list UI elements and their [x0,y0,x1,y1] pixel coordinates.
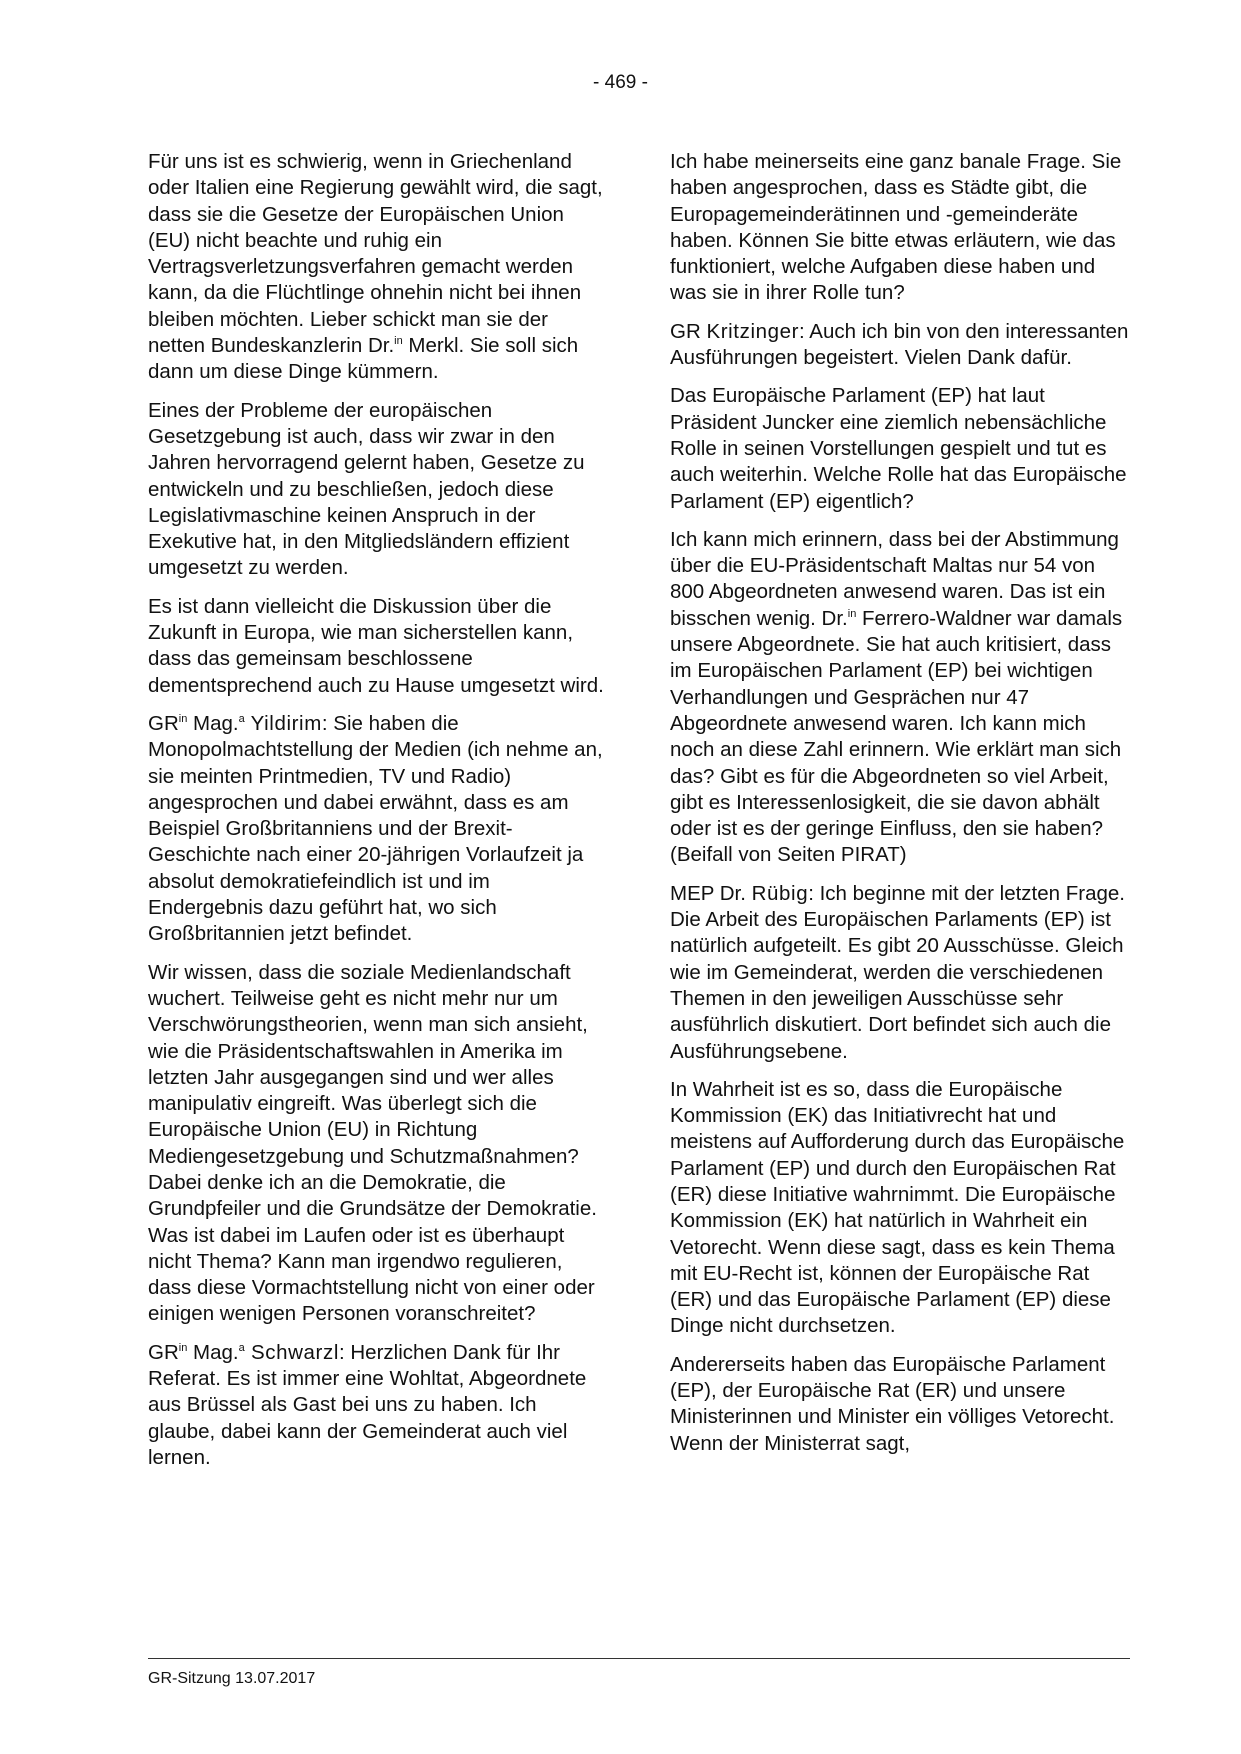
page-number: - 469 - [593,72,648,93]
right-column [670,149,1130,1469]
left-column [148,149,606,1483]
paragraph: Ich habe meinerseits eine ganz banale Frage. Sie haben angesprochen, dass es Städte gibt, die Europagemeinderätinnen und -gemeinderäte haben. Können Sie bitte etwas erläutern, wie das funktioniert, welche Aufgaben diese haben und was sie in ihrer Rolle tun? [670,150,1122,305]
paragraph: Das Europäische Parlament (EP) hat laut Präsident Juncker eine ziemlich nebensächliche Rolle in seinen Vorstellungen gespielt und tut es auch weiterhin. Welche Rolle hat das Europäische Parlament (EP) eigentlich? [670,384,1127,513]
paragraph: Es ist dann vielleicht die Diskussion über die Zukunft in Europa, wie man sicherstellen kann, dass das gemeinsam beschlossene dementsprechend auch zu Hause umgesetzt wird. [148,594,604,697]
speaker-paragraph-yildirim: $GR^{in}$ Mag.$^a$ Yildirim: Sie haben die Monopolmachtstellung der Medien (ich nehme an, sie meinten Printmedien, TV und Radio) angesprochen und dabei erwähnt, dass es am Beispiel Großbritanniens und der Brexit-Geschichte nach einer 20-jährigen Vorlaufzeit ja absolut demokratiefeindlich ist und im Endergebnis dazu geführt hat, wo sich Großbritannien jetzt befindet. [148,711,603,946]
paragraph: Wir wissen, dass die soziale Medienlandschaft wuchert. Teilweise geht es nicht mehr nur um Verschwörungstheorien, wenn man sich ansieht, wie die Präsidentschaftswahlen in Amerika im letzten Jahr ausgegangen sind und wer alles manipulativ eingreift. Was überlegt sich die Europäische Union (EU) in Richtung Mediengesetzgebung und Schutzmaßnahmen? Dabei denke ich an die Demokratie, die Grundpfeiler und die Grundsätze der Demokratie. Was ist dabei im Laufen oder ist es überhaupt nicht Thema? Kann man irgendwo regulieren, dass diese Vormachtstellung nicht von einer oder einigen wenigen Personen voranschreitet? [148,960,597,1326]
speaker-paragraph-schwarzl: $GR^{in}$ Mag.$^a$ Schwarzl: Herzlichen Dank für Ihr Referat. Es ist immer eine Wohltat, Abgeordnete aus Brüssel als Gast bei uns zu haben. Ich glaube, dabei kann der Gemeinderat auch viel lernen. [148,1340,587,1469]
footer-divider [148,1658,1130,1659]
paragraph: Für uns ist es schwierig, wenn in Griechenland oder Italien eine Regierung gewählt wird, die sagt, dass sie die Gesetze der Europäischen Union (EU) nicht beachte und ruhig ein Vertragsverletzungsverfahren gemacht werden kann, da die Flüchtlinge ohnehin nicht bei ihnen bleiben möchten. Lieber schickt man sie der netten Bundeskanzlerin Dr.$^{in}$ Merkl. Sie soll sich dann um diese Dinge kümmern. [148,150,603,384]
paragraph: Andererseits haben das Europäische Parlament (EP), der Europäische Rat (ER) und unsere Ministerinnen und Minister ein völliges Vetorecht. Wenn der Ministerrat sagt, [670,1352,1115,1455]
paragraph: In Wahrheit ist es so, dass die Europäische Kommission (EK) das Initiativrecht hat und meistens auf Aufforderung durch das Europäische Parlament (EP) und durch den Europäischen Rat (ER) diese Initiative wahrnimmt. Die Europäische Kommission (EK) hat natürlich in Wahrheit ein Vetorecht. Wenn diese sagt, dass es kein Thema mit EU-Recht ist, können der Europäische Rat (ER) und das Europäische Parlament (EP) diese Dinge nicht durchsetzen. [670,1077,1125,1338]
speaker-name: Yildirim [244,711,322,735]
speaker-paragraph-kritzinger: GR Kritzinger: Auch ich bin von den interessanten Ausführungen begeistert. Vielen Dank dafür. [670,319,1129,370]
speaker-name: Rübig [751,881,809,905]
footer-session-label: GR-Sitzung 13.07.2017 [148,1670,316,1687]
speaker-name: Schwarzl [244,1340,339,1364]
paragraph: Ich kann mich erinnern, dass bei der Abstimmung über die EU-Präsidentschaft Maltas nur 54 von 800 Abgeordneten anwesend waren. Das ist ein bisschen wenig. Dr.$^{in}$ Ferrero-Waldner war damals unsere Abgeordnete. Sie hat auch kritisiert, dass im Europäischen Parlament (EP) bei wichtigen Verhandlungen und Gesprächen nur 47 Abgeordnete anwesend waren. Ich kann mich noch an diese Zahl erinnern. Wie erklärt man sich das? Gibt es für die Abgeordneten so viel Arbeit, gibt es Interessenlosigkeit, die sie davon abhält oder ist es der geringe Einfluss, den sie haben? (Beifall von Seiten PIRAT) [670,527,1123,867]
paragraph: Eines der Probleme der europäischen Gesetzgebung ist auch, dass wir zwar in den Jahren hervorragend gelernt haben, Gesetze zu entwickeln und zu beschließen, jedoch diese Legislativmaschine keinen Anspruch in der Exekutive hat, in den Mitgliedsländern effizient umgesetzt zu werden. [148,398,585,580]
speaker-name: Kritzinger [706,319,800,343]
speaker-paragraph-ruebig: MEP Dr. Rübig: Ich beginne mit der letzten Frage. Die Arbeit des Europäischen Parlaments (EP) ist natürlich aufgeteilt. Es gibt 20 Ausschüsse. Gleich wie im Gemeinderat, werden die verschiedenen Themen in den jeweiligen Ausschüsse sehr ausführlich diskutiert. Dort befindet sich auch die Ausführungsebene. [670,881,1125,1063]
